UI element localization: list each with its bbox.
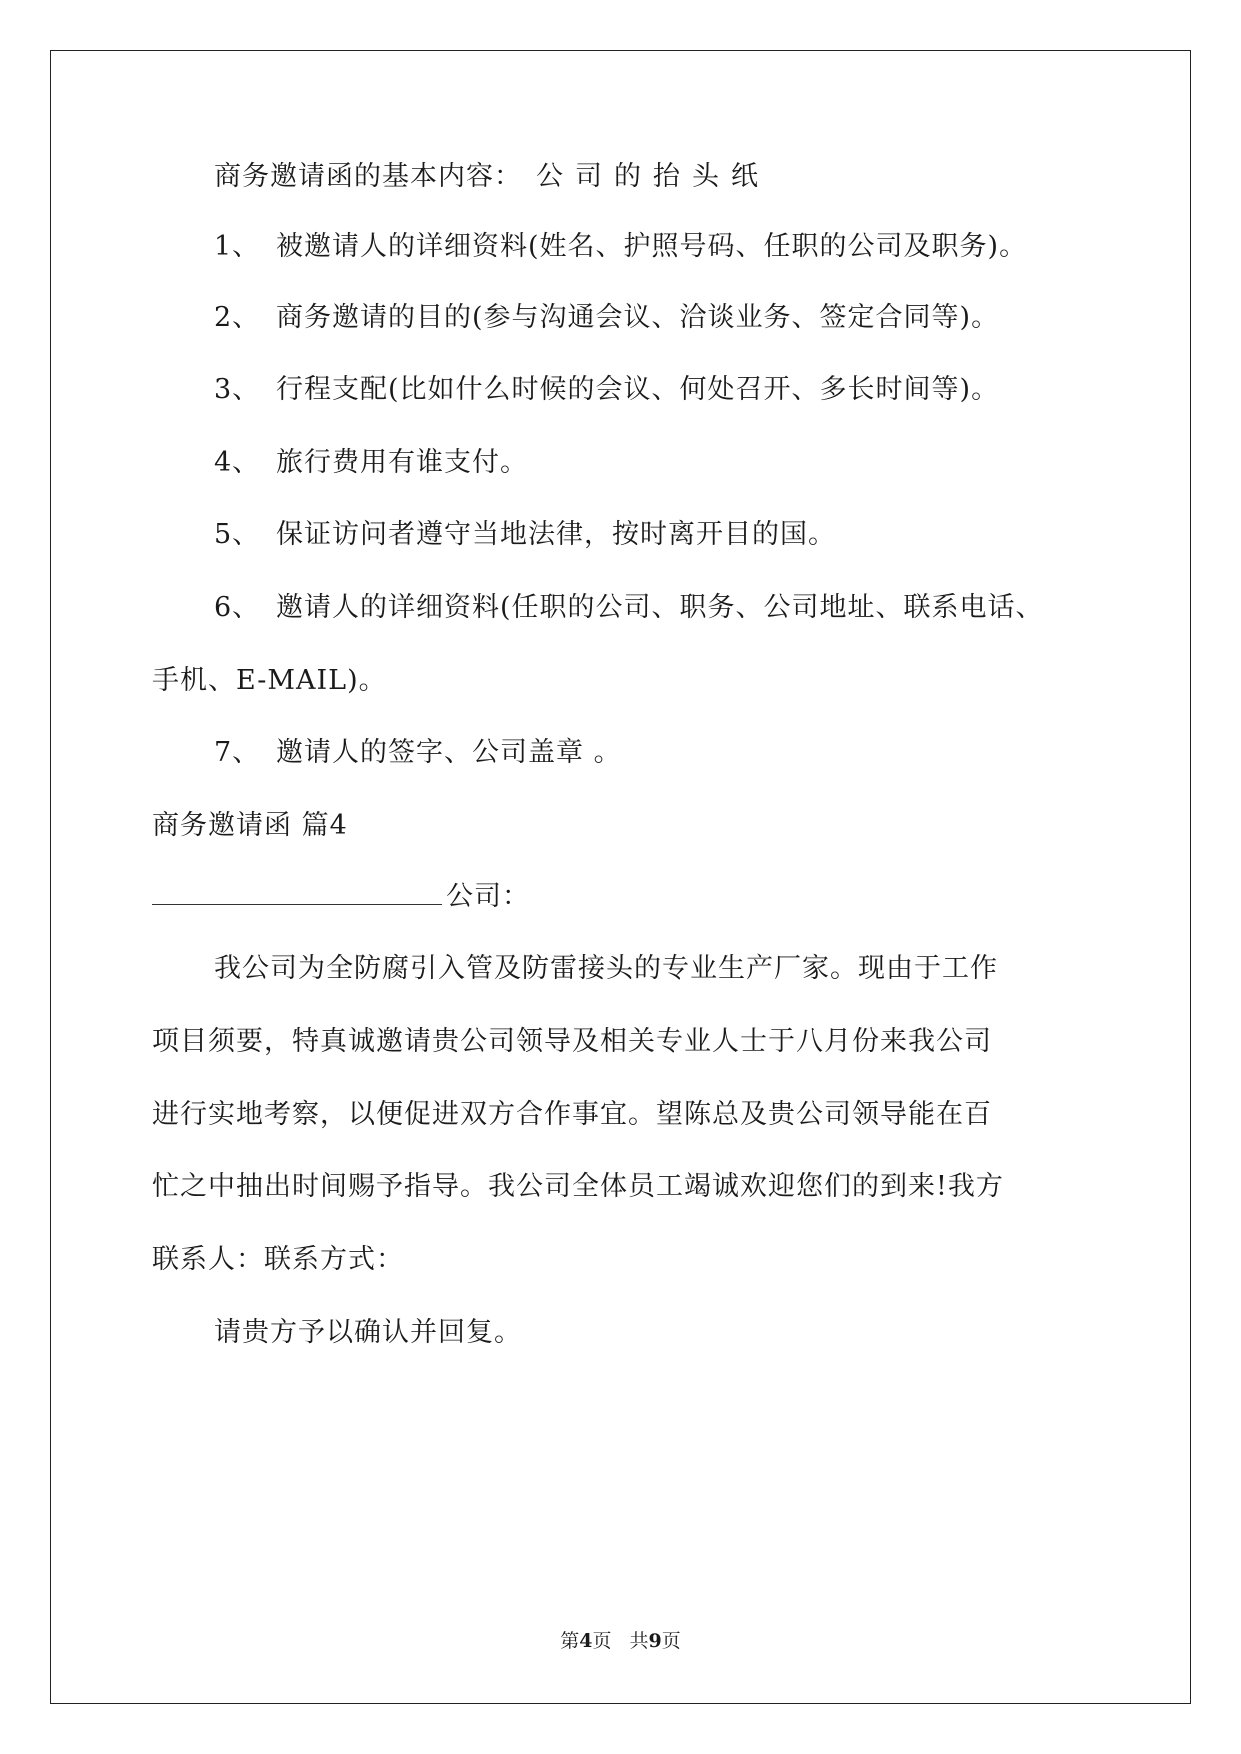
list-item-number: 2、 xyxy=(214,302,261,333)
list-item-text: 旅行费用有谁支付。 xyxy=(276,447,528,478)
list-item xyxy=(214,230,1027,264)
blank-company-line xyxy=(152,882,442,905)
list-item-continuation: 手机、E-MAIL)。 xyxy=(152,665,387,696)
body-line: 进行实地考察，以便促进双方合作事宜。望陈总及贵公司领导能在百 xyxy=(152,1099,992,1130)
body-line: 我公司为全防腐引入管及防雷接头的专业生产厂家。现由于工作 xyxy=(214,953,998,984)
list-item-number: 3、 xyxy=(214,374,261,405)
list-item-text: 被邀请人的详细资料(姓名、护照号码、任职的公司及职务)。 xyxy=(276,231,1028,262)
body-line: 联系人：联系方式： xyxy=(152,1244,404,1275)
salutation-suffix: 公司： xyxy=(446,881,530,912)
list-item-number: 5、 xyxy=(214,519,261,550)
list-item-number: 4、 xyxy=(214,447,261,478)
total-pages-number: 9 xyxy=(648,1630,662,1652)
list-item-text: 邀请人的详细资料(任职的公司、职务、公司地址、联系电话、 xyxy=(276,592,1044,623)
body-line: 忙之中抽出时间赐予指导。我公司全体员工竭诚欢迎您们的到来!我方 xyxy=(152,1171,1004,1202)
list-item xyxy=(214,736,622,770)
list-item xyxy=(214,518,836,552)
intro-label: 商务邀请函的基本内容： xyxy=(214,161,522,192)
footer-total-suffix: 页 xyxy=(661,1630,681,1652)
salutation xyxy=(152,880,530,914)
list-item-text: 保证访问者遵守当地法律，按时离开目的国。 xyxy=(276,519,836,550)
list-item xyxy=(214,301,999,335)
footer-page-word: 页 xyxy=(592,1630,612,1652)
list-item xyxy=(214,373,999,407)
closing-line: 请贵方予以确认并回复。 xyxy=(214,1317,522,1348)
list-item-text: 行程支配(比如什么时候的会议、何处召开、多长时间等)。 xyxy=(276,374,1000,405)
list-item-number: 1、 xyxy=(214,231,261,262)
intro-line xyxy=(214,160,770,194)
page-footer xyxy=(0,1629,1241,1653)
list-item-text: 商务邀请的目的(参与沟通会议、洽谈业务、签定合同等)。 xyxy=(276,302,1000,333)
footer-prefix: 第 xyxy=(560,1630,580,1652)
list-item xyxy=(214,446,528,480)
list-item-number: 6、 xyxy=(214,592,261,623)
current-page-number: 4 xyxy=(579,1630,593,1652)
body-line: 项目须要，特真诚邀请贵公司领导及相关专业人士于八月份来我公司 xyxy=(152,1026,992,1057)
list-item-number: 7、 xyxy=(214,737,261,768)
intro-value: 公司的抬头纸 xyxy=(536,161,770,192)
footer-total-prefix: 共 xyxy=(629,1630,649,1652)
list-item xyxy=(214,591,1044,625)
page-border xyxy=(50,50,1191,1704)
section-title: 商务邀请函 篇4 xyxy=(152,810,348,841)
list-item-text: 邀请人的签字、公司盖章 。 xyxy=(276,737,622,768)
